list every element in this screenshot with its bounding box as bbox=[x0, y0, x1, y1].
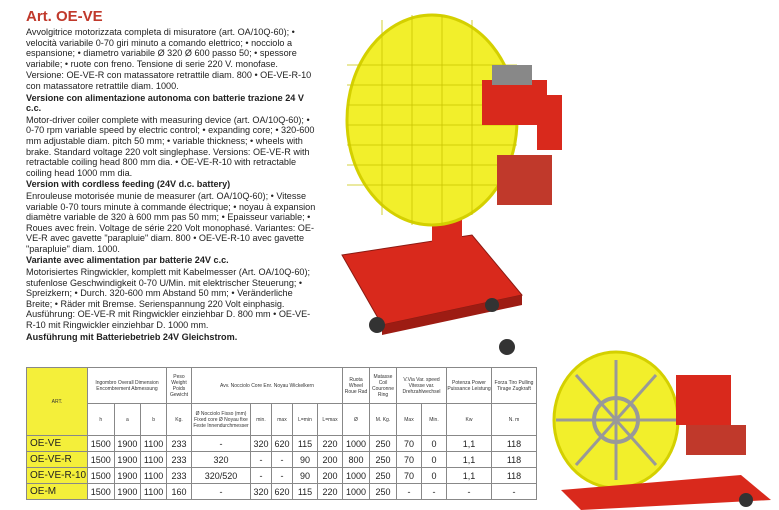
table-cell: 1000 bbox=[343, 468, 370, 484]
table-cell: - bbox=[272, 468, 293, 484]
table-cell: 800 bbox=[343, 452, 370, 468]
col-nocciolo: Avv. Nocciolo Core Enr. Noyau Wickelkern bbox=[192, 368, 343, 404]
table-row bbox=[27, 468, 537, 484]
col-forza: Forza Tiro Pulling Tirage Zugkraft bbox=[492, 368, 537, 404]
desc-fr-battery: Variante avec alimentation par batterie 24V c.c. bbox=[26, 255, 229, 266]
sub-h: h bbox=[88, 404, 115, 436]
table-cell: - bbox=[447, 484, 492, 500]
table-cell: 118 bbox=[492, 452, 537, 468]
table-cell: 220 bbox=[318, 436, 343, 452]
sub-kg: Kg. bbox=[167, 404, 192, 436]
sub-kw: Kw bbox=[447, 404, 492, 436]
table-cell: 118 bbox=[492, 436, 537, 452]
table-row bbox=[27, 436, 537, 452]
table-cell: 320 bbox=[251, 484, 272, 500]
table-row bbox=[27, 484, 537, 500]
table-cell: 70 bbox=[397, 452, 422, 468]
table-cell: - bbox=[422, 484, 447, 500]
table-cell: 90 bbox=[293, 468, 318, 484]
table-cell: 220 bbox=[318, 484, 343, 500]
table-cell: 1900 bbox=[114, 484, 141, 500]
table-cell: 115 bbox=[293, 436, 318, 452]
desc-en-battery: Version with cordless feeding (24V d.c. battery) bbox=[26, 179, 231, 190]
table-cell: 1900 bbox=[114, 468, 141, 484]
table-cell: - bbox=[251, 468, 272, 484]
sub-min: min. bbox=[251, 404, 272, 436]
table-cell: 1500 bbox=[88, 436, 115, 452]
table-cell: 250 bbox=[370, 452, 397, 468]
table-cell: 1,1 bbox=[447, 468, 492, 484]
art-header: ART. bbox=[27, 368, 88, 436]
table-cell: 1100 bbox=[141, 452, 167, 468]
table-cell: 1100 bbox=[141, 484, 167, 500]
table-cell: 0 bbox=[422, 468, 447, 484]
table-cell: 1900 bbox=[114, 452, 141, 468]
sub-dia: Ø bbox=[343, 404, 370, 436]
table-cell: 1000 bbox=[343, 484, 370, 500]
col-potenza: Potenza Power Puissance Leistung bbox=[447, 368, 492, 404]
spec-table bbox=[26, 367, 537, 500]
table-cell: 1100 bbox=[141, 468, 167, 484]
table-cell: 1500 bbox=[88, 452, 115, 468]
table-cell: 118 bbox=[492, 468, 537, 484]
coiler-machine-image bbox=[322, 5, 567, 355]
desc-it-battery: Versione con alimentazione autonoma con batterie trazione 24 V c.c. bbox=[26, 92, 304, 114]
model-cell: OE-VE-R bbox=[27, 452, 88, 468]
col-ingombro: Ingombro Overall Dimension Encombrement Abmessung bbox=[88, 368, 167, 404]
desc-it-versions: Versione: OE-VE-R con matassatore retrattile diam. 800 • OE-VE-R-10 con matassatore retrattile diam. 1000. bbox=[26, 70, 312, 91]
col-ruota: Ruota Wheel Roue Rad bbox=[343, 368, 370, 404]
col-matasse: Matasse Coil Couronne Ring bbox=[370, 368, 397, 404]
sub-a: a bbox=[114, 404, 141, 436]
table-cell: 1,1 bbox=[447, 436, 492, 452]
table-cell: 320 bbox=[251, 436, 272, 452]
table-cell: - bbox=[192, 436, 251, 452]
table-cell: - bbox=[492, 484, 537, 500]
desc-en: Motor-driver coiler complete with measuring device (art. OA/10Q-60); • 0-70 rpm variable speed by electric control; • expanding core; • 320-600 mm adjustable diam. pitch 50 mm; • variable thickness; • wheels with brake. Standard voltage 220 volt singlephase. Versions: OE-VE-R with retractable coiling head 800 mm dia. • OE-VE-R-10 with retractable coiling head 1000 mm dia. bbox=[26, 114, 315, 178]
sub-vmin: Min. bbox=[422, 404, 447, 436]
sub-b: b bbox=[141, 404, 167, 436]
table-cell: - bbox=[272, 452, 293, 468]
desc-it: Avvolgitrice motorizzata completa di misuratore (art. OA/10Q-60); • velocità variabile 0-70 giri minuto a comando elettrico; • nocciolo a espansione; • diametro variabile Ø 320 Ø 600 passo 50; • spessore variabile; • ruote con freno. Tensione di serie 220 V. monofase. bbox=[26, 27, 297, 69]
model-cell: OE-VE bbox=[27, 436, 88, 452]
coiler-detail-image bbox=[541, 350, 779, 510]
model-cell: OE-VE-R-10 bbox=[27, 468, 88, 484]
sub-vmax: Max bbox=[397, 404, 422, 436]
table-cell: 1900 bbox=[114, 436, 141, 452]
desc-de-battery: Ausführung mit Batteriebetrieb 24V Gleichstrom. bbox=[26, 331, 238, 342]
table-cell: 200 bbox=[318, 468, 343, 484]
table-cell: - bbox=[397, 484, 422, 500]
desc-fr: Enrouleuse motorisée munie de measurer (art. OA/10Q-60); • Vitesse variable 0-70 tours minute à commande électrique; • noyau à expansion diamètre variable de 320 à 600 mm pas 50 mm; • Epaisseur variable; • Roues avec frein. Voltage de série 220 Volt monophasé. Variantes: OE-VE-R avec gavette "parapluie" diam. 800 • OE-VE-R-10 avec gavette "parapluie" diam. 1000. bbox=[26, 190, 316, 254]
table-cell: 233 bbox=[167, 452, 192, 468]
table-row bbox=[27, 452, 537, 468]
table-cell: 320 bbox=[192, 452, 251, 468]
table-cell: 70 bbox=[397, 468, 422, 484]
table-cell: 250 bbox=[370, 468, 397, 484]
desc-de: Motorisiertes Ringwickler, komplett mit Kabelmesser (Art. OA/10Q-60); stufenlose Geschwindigkeit 0-70 U/Min. mit elektrischer Steuerung; • Spreizkern; • Durch. 320-600 mm Abstand 50 mm; • Veränderliche Breite; • Räder mit Bremse. Serienspannung 220 Volt einphasig. Ausführung: OE-VE-R mit Ringwickler einziehbar D. 800 mm • OE-VE-R-10 mit Ringwickler einziehbar D. 1000 mm. bbox=[26, 267, 311, 331]
table-cell: 250 bbox=[370, 484, 397, 500]
sub-lmin: L=min bbox=[293, 404, 318, 436]
sub-max: max bbox=[272, 404, 293, 436]
sub-mkg: M. Kg. bbox=[370, 404, 397, 436]
table-cell: 320/520 bbox=[192, 468, 251, 484]
table-cell: 1000 bbox=[343, 436, 370, 452]
table-cell: - bbox=[251, 452, 272, 468]
table-cell: 620 bbox=[272, 436, 293, 452]
sub-lmax: L=max bbox=[318, 404, 343, 436]
table-cell: 0 bbox=[422, 436, 447, 452]
table-cell: 620 bbox=[272, 484, 293, 500]
col-vvia: V.Via Var. speed Vitesse var. Drehzahlwechsel bbox=[397, 368, 447, 404]
table-cell: 1100 bbox=[141, 436, 167, 452]
table-cell: 1500 bbox=[88, 484, 115, 500]
table-cell: 0 bbox=[422, 452, 447, 468]
table-cell: 160 bbox=[167, 484, 192, 500]
table-cell: 90 bbox=[293, 452, 318, 468]
table-cell: 250 bbox=[370, 436, 397, 452]
model-cell: OE-M bbox=[27, 484, 88, 500]
description bbox=[26, 27, 316, 343]
table-cell: 200 bbox=[318, 452, 343, 468]
table-cell: 1500 bbox=[88, 468, 115, 484]
table-cell: 115 bbox=[293, 484, 318, 500]
page-title: Art. OE-VE bbox=[26, 8, 103, 25]
table-cell: 1,1 bbox=[447, 452, 492, 468]
table-cell: 70 bbox=[397, 436, 422, 452]
table-cell: 233 bbox=[167, 436, 192, 452]
sub-nm: N. m bbox=[492, 404, 537, 436]
table-cell: 233 bbox=[167, 468, 192, 484]
sub-fixed-core: Ø Nocciolo Fisso (mm) Fixed core Ø Noyau fixe Feste Innendurchmesser bbox=[192, 404, 251, 436]
table-cell: - bbox=[192, 484, 251, 500]
col-peso: Peso Weight Poids Gewicht bbox=[167, 368, 192, 404]
